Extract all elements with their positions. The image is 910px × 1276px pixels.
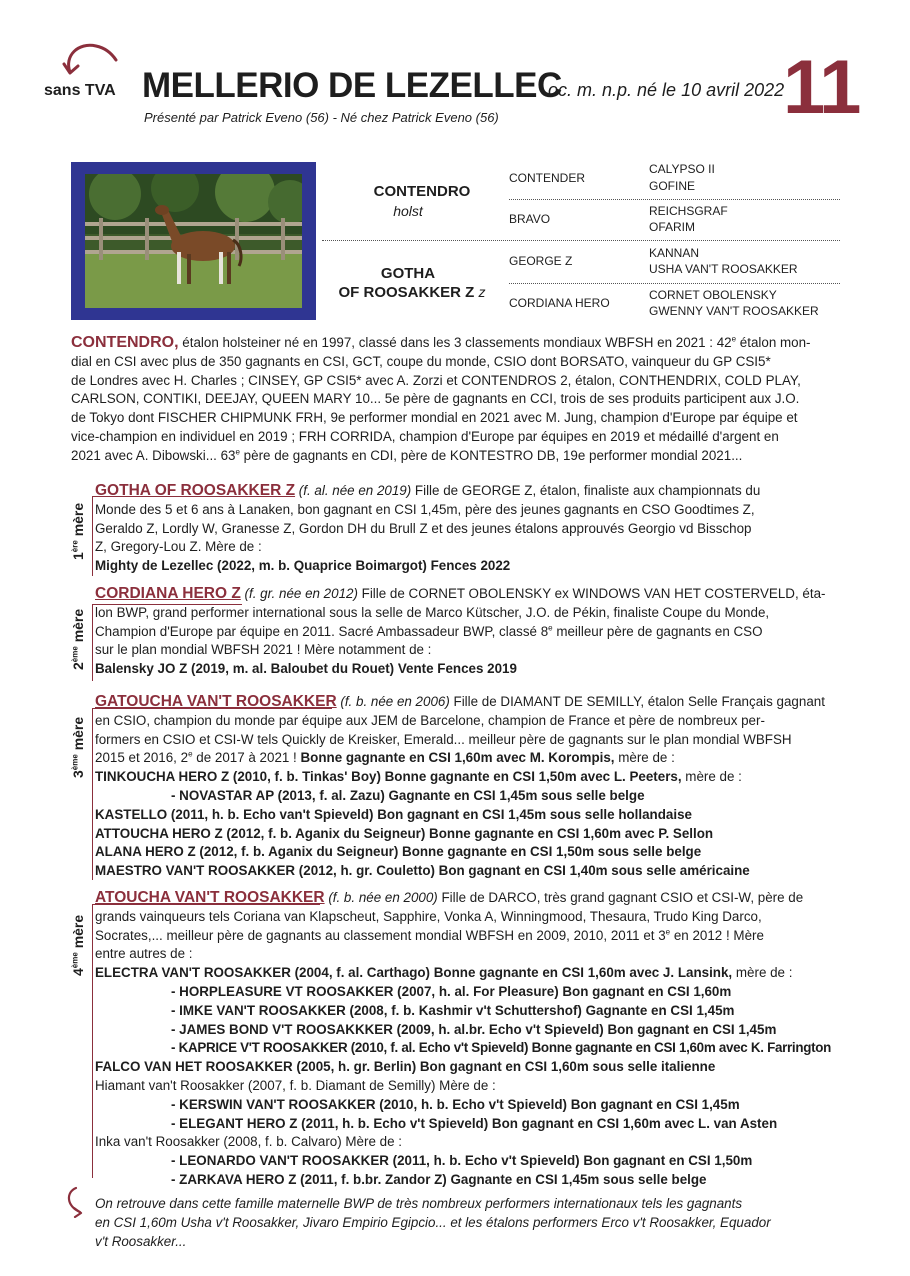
great-grandparent: GWENNY VAN'T ROOSAKKER	[649, 304, 819, 318]
great-grandparent: GOFINE	[649, 179, 696, 193]
vat-label: sans TVA	[44, 82, 116, 99]
mere-label-4: 4ème mère	[70, 914, 86, 976]
mere-bracket	[92, 708, 93, 880]
foal-photo	[85, 174, 302, 308]
mere-bracket	[92, 604, 93, 681]
horse-name: MELLERIO DE LEZELLEC	[142, 66, 562, 105]
pedigree-divider	[509, 199, 840, 200]
mere-4-block: ATOUCHA VAN'T ROOSAKKER (f. b. née en 2000) Fille de DARCO, très grand gagnant CSIO et CSI-W, père de grands vainqueurs tels Coriana van Klapscheut, Sapphire, Vonka A, Winningmood, Thesaura, Trudo King Darco, Socrates,... meilleur père de gagnants au classement mondial WBFSH en 2009, 2010, 2011 et 3e en 2012 ! Mère entre autres de : ELECTRA VAN'T ROOSAKKER (2004, f. al. Carthago) Bonne gagnante en CSI 1,60m avec J. Lansink, mère de : - HORPLEASURE VT ROOSAKKER (2007, h. al. For Pleasure) Bon gagnant en CSI 1,60m - IMKE VAN'T ROOSAKKER (2008, f. b. Kashmir v't Schuttershof) Gagnante en CSI 1,45m - JAMES BOND V'T ROOSAKKKER (2009, h. al.br. Echo v't Spieveld) Bon gagnant en CSI 1,45m - KAPRICE V'T ROOSAKKER (2010, f. al. Echo v't Spieveld) Bonne gagnante en CSI 1,60m avec K. Farrington FALCO VAN HET ROOSAKKER (2005, h. gr. Berlin) Bon gagnant en CSI 1,60m sous selle italienne Hiamant van't Roosakker (2007, f. b. Diamant de Semilly) Mère de : - KERSWIN VAN'T ROOSAKKER (2010, h. b. Echo v't Spieveld) Bon gagnant en CSI 1,45m - ELEGANT HERO Z (2011, h. b. Echo v't Spieveld) Bon gagnant en CSI 1,60m avec L. van Asten Inka van't Roosakker (2008, f. b. Calvaro) Mère de : - LEONARDO VAN'T ROOSAKKER (2011, h. b. Echo v't Spieveld) Bon gagnant en CSI 1,50m - ZARKAVA HERO Z (2011, f. b.br. Zandor Z) Gagnante en CSI 1,45m sous selle belge	[95, 889, 832, 1187]
grandparent: BRAVO	[509, 212, 551, 226]
grandparent: GEORGE Z	[509, 254, 573, 268]
pedigree-divider	[322, 240, 840, 241]
curved-arrow-icon	[62, 1184, 88, 1218]
sire-breed: holst	[393, 203, 423, 219]
horse-description: oc. m. n.p. né le 10 avril 2022	[548, 80, 785, 100]
great-grandparent: KANNAN	[649, 246, 700, 260]
footer-note: On retrouve dans cette famille maternelle BWP de très nombreux performers internationaux tels les gagnants en CSI 1,60m Usha v't Roosakker, Jivaro Empirio Egipcio... et les étalons performers Erco v't Roosakker, Equador v't Roosakker...	[95, 1196, 771, 1249]
mere-label-1: 1ère mère	[70, 502, 86, 560]
mere-3-block: GATOUCHA VAN'T ROOSAKKER (f. b. née en 2006) Fille de DIAMANT DE SEMILLY, étalon Selle Français gagnant en CSIO, champion du monde par équipe aux JEM de Barcelone, champion de France et père de nombreux per- formers en CSIO et CSI-W tels Quickly de Kreisker, Emerald... meilleur père de gagnants sur le plan mondial WBFSH 2015 et 2016, 2e de 2017 à 2021 ! Bonne gagnante en CSI 1,60m avec M. Korompis, mère de : TINKOUCHA HERO Z (2010, f. b. Tinkas' Boy) Bonne gagnante en CSI 1,50m avec L. Peeters, mère de : - NOVASTAR AP (2013, f. al. Zazu) Gagnante en CSI 1,45m sous selle belge KASTELLO (2011, h. b. Echo van't Spieveld) Bon gagnant en CSI 1,45m sous selle hollandaise ATTOUCHA HERO Z (2012, f. b. Aganix du Seigneur) Bonne gagnante en CSI 1,60m avec P. Sellon ALANA HERO Z (2012, f. b. Aganix du Seigneur) Bonne gagnante en CSI 1,50m sous selle belge MAESTRO VAN'T ROOSAKKER (2012, h. gr. Couletto) Bon gagnant en CSI 1,40m sous selle américaine	[95, 693, 825, 879]
great-grandparent: CALYPSO II	[649, 162, 715, 176]
sire-name: CONTENDRO	[373, 183, 471, 200]
mere-2-block: CORDIANA HERO Z (f. gr. née en 2012) Fille de CORNET OBOLENSKY ex WINDOWS VAN HET COSTERVELD, éta- lon BWP, grand performer international sous la selle de Marco Kütscher, J.O. de Pékin, finaliste Coupe du Monde, Champion d'Europe par équipe en 2011. Sacré Ambassadeur BWP, classé 8e meilleur père de gagnants en CSO sur le plan mondial WBFSH 2021 ! Mère notamment de : Balensky JO Z (2019, m. al. Baloubet du Rouet) Vente Fences 2019	[95, 585, 826, 677]
mere-label-3: 3ème mère	[70, 716, 86, 778]
sire-description: CONTENDRO, étalon holsteiner né en 1997, classé dans les 3 classements mondiaux WBFSH en 2021 : 42e étalon mon- dial en CSI avec plus de 350 gagnants en CSI, GCT, coupe du monde, CSIO dont BORSATO, vainqueur du GP CSI5* de Londres avec H. Charles ; CINSEY, GP CSI5* avec A. Zorzi et CONTENDROS 2, étalon, CONTHENDRIX, COLD PLAY, CARLSON, CONTIKI, DEEJAY, QUEEN MARY 10... 5e père de gagnants en CCI, trois de ses produits participent aux J.O. de Tokyo dont FISCHER CHIPMUNK FRH, 9e performer mondial en 2021 avec M. Jung, champion d'Europe par équipe et vice-champion en individuel en 2019 ; FRH CORRIDA, champion d'Europe par équipes en 2019 et médaillé d'argent en 2021 avec A. Dibowski... 63e père de gagnants en CDI, père de KONTESTRO DB, 19e performer mondial 2021...	[71, 334, 811, 463]
dam-name: GOTHA	[380, 265, 436, 282]
grandparent: CORDIANA HERO	[509, 296, 610, 310]
great-grandparent: REICHSGRAF	[649, 204, 728, 218]
mere-label-2: 2ème mère	[70, 608, 86, 670]
mere-bracket	[92, 904, 93, 1178]
photo-frame	[71, 162, 316, 320]
presented-by: Présenté par Patrick Eveno (56) - Né chez Patrick Eveno (56)	[144, 110, 499, 125]
grandparent: CONTENDER	[509, 171, 586, 185]
curved-arrow-icon	[60, 38, 120, 78]
lot-number: 11	[783, 45, 860, 130]
great-grandparent: USHA VAN'T ROOSAKKER	[649, 262, 798, 276]
dam-name-line2: OF ROOSAKKER Z z	[338, 284, 486, 301]
mere-bracket	[92, 496, 93, 576]
great-grandparent: OFARIM	[649, 220, 696, 234]
pedigree-divider	[509, 283, 840, 284]
mere-1-block: GOTHA OF ROOSAKKER Z (f. al. née en 2019) Fille de GEORGE Z, étalon, finaliste aux championnats du Monde des 5 et 6 ans à Lanaken, bon gagnant en CSI 1,45m, père des jeunes gagnants en CSO Goodtimes Z, Geraldo Z, Lordly W, Granesse Z, Gordon DH du Brull Z et des jeunes étalons approuvés Georgio vd Bisschop Z, Gregory-Lou Z. Mère de : Mighty de Lezellec (2022, m. b. Quaprice Boimargot) Fences 2022	[95, 482, 761, 574]
great-grandparent: CORNET OBOLENSKY	[649, 288, 777, 302]
